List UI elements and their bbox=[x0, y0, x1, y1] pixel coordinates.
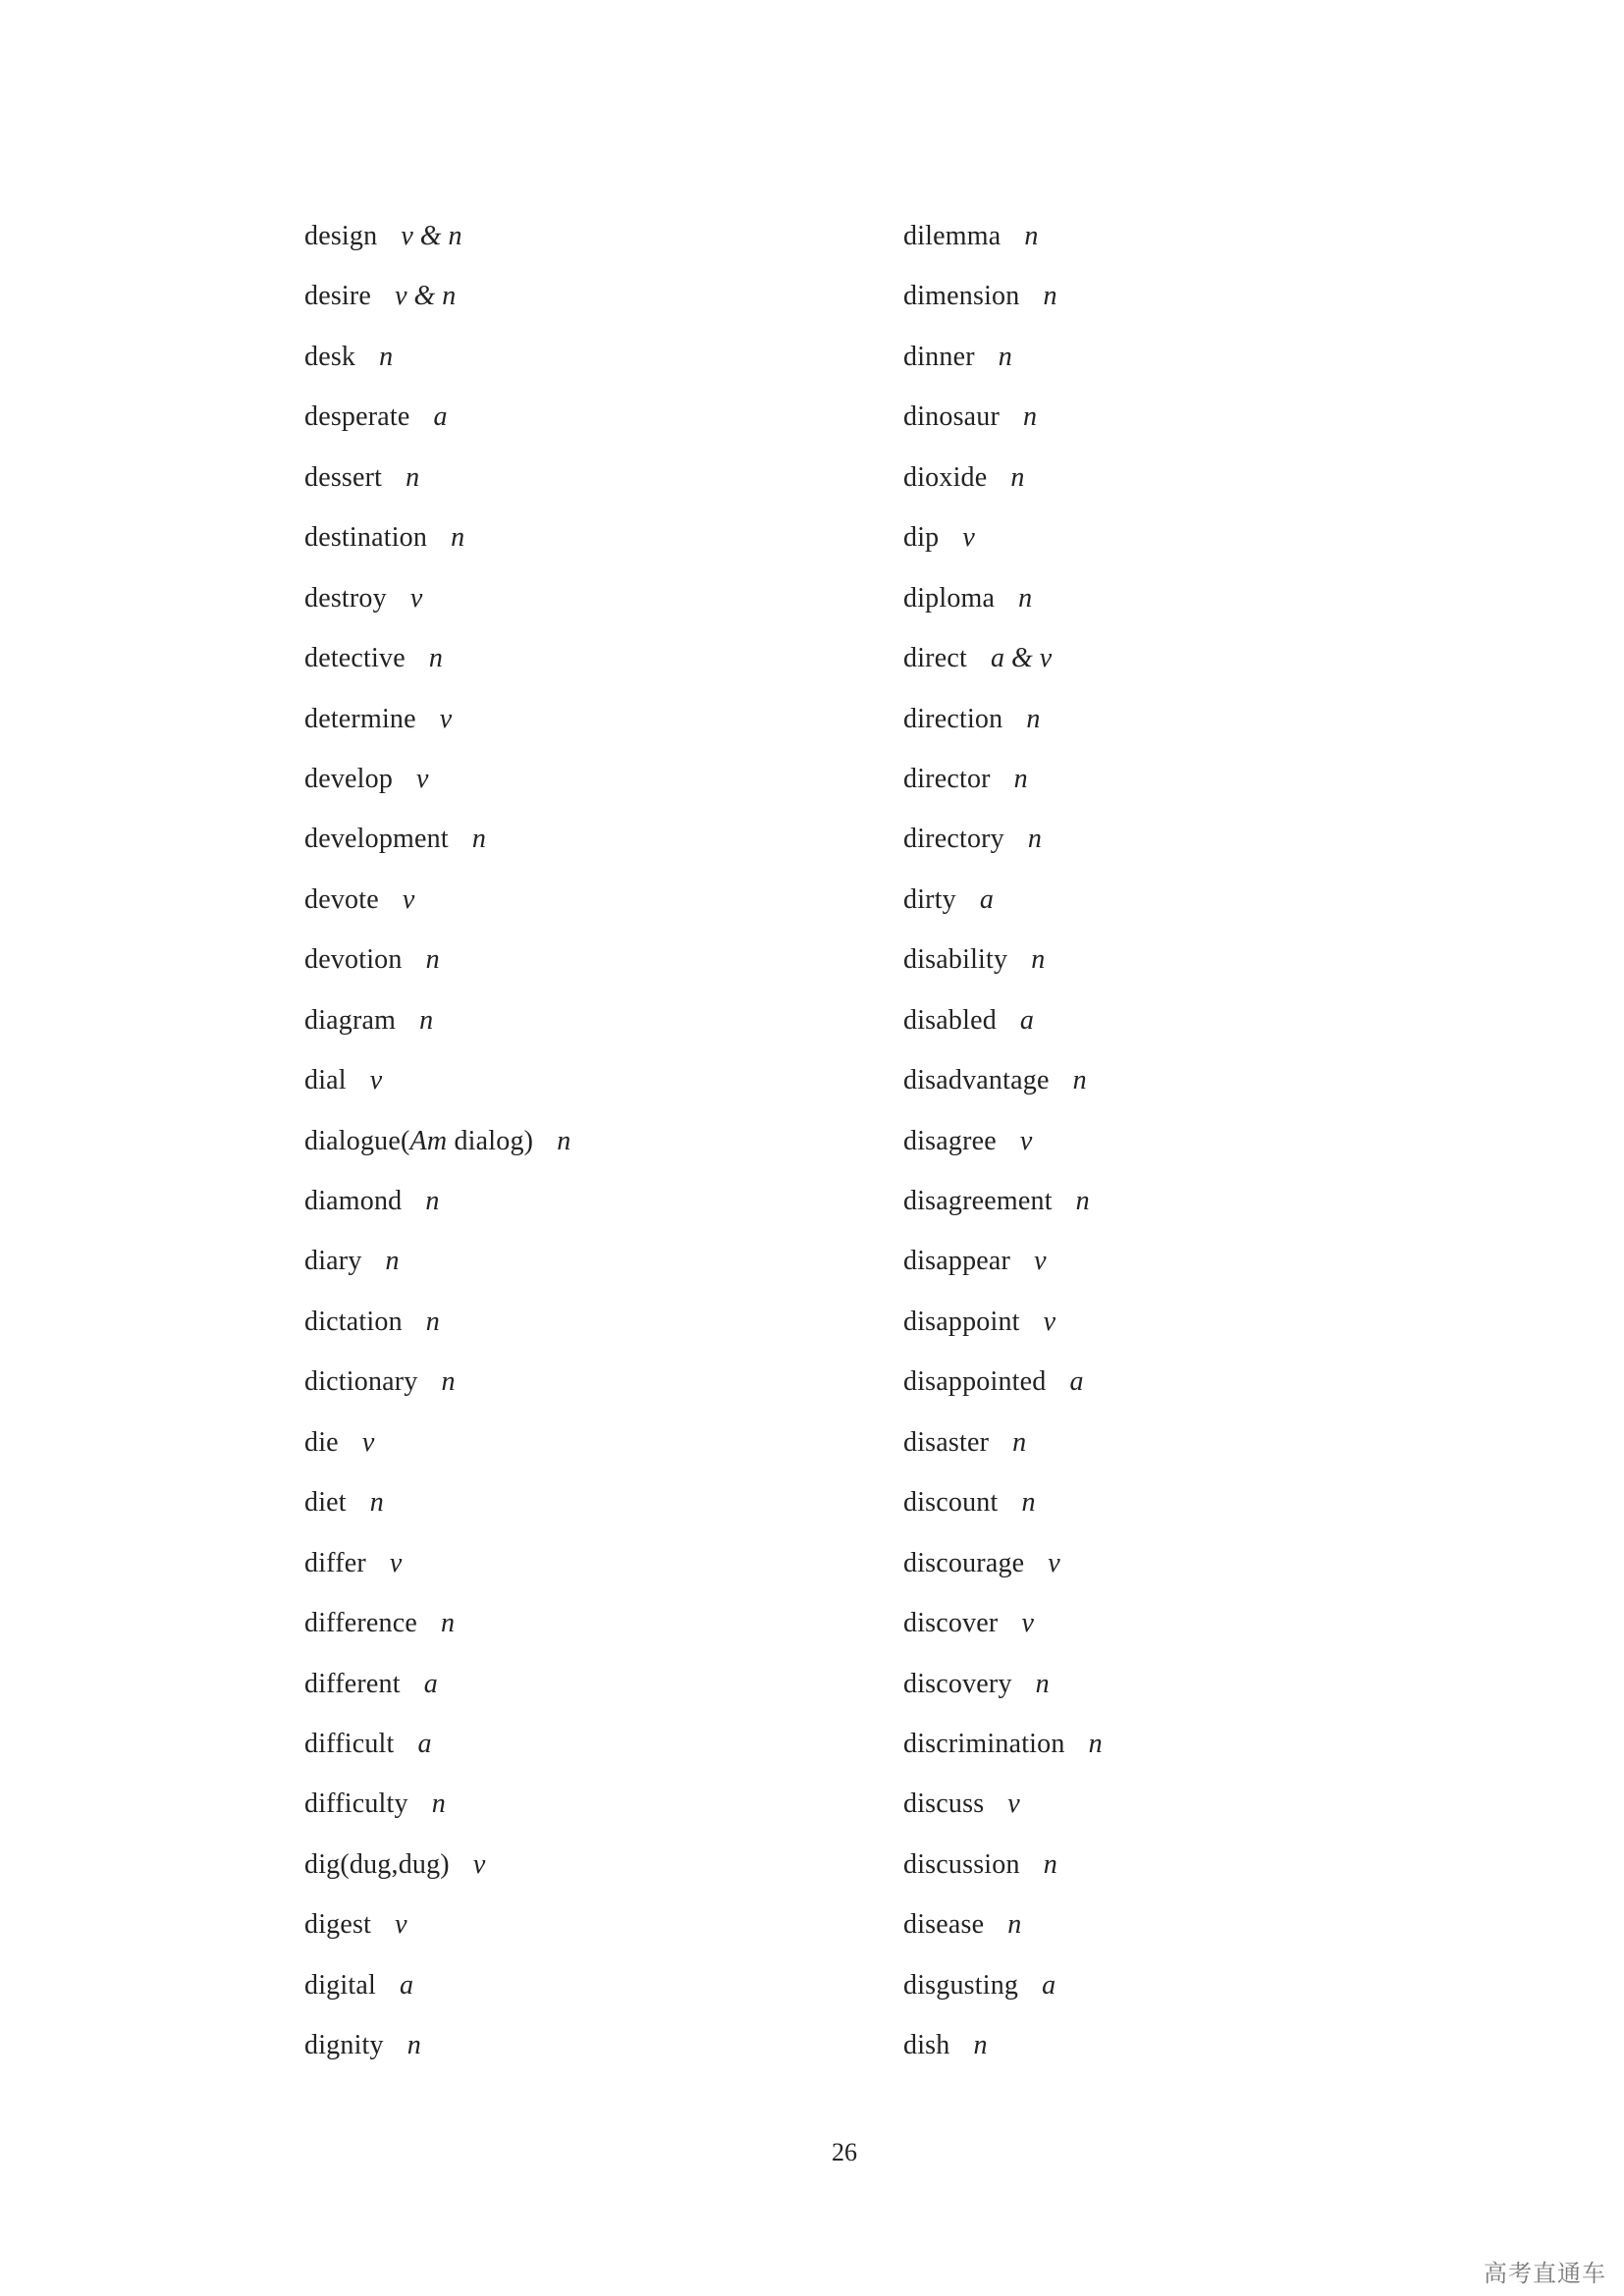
entry-part-of-speech: n bbox=[406, 2030, 421, 2061]
entry-part-of-speech: n bbox=[428, 643, 443, 674]
vocabulary-entry bbox=[304, 576, 570, 636]
entry-part-of-speech: n bbox=[1012, 1426, 1027, 1458]
vocabulary-entry bbox=[903, 998, 1103, 1058]
entry-word: dial bbox=[304, 1065, 347, 1096]
vocabulary-entry bbox=[903, 515, 1103, 575]
entry-part-of-speech: v bbox=[1021, 1608, 1034, 1639]
vocabulary-entry bbox=[304, 515, 570, 575]
entry-part-of-speech: n bbox=[1013, 763, 1028, 794]
vocabulary-entry bbox=[903, 455, 1103, 515]
entry-word: disadvantage bbox=[903, 1065, 1050, 1096]
entry-word: disappointed bbox=[903, 1366, 1047, 1398]
vocabulary-entry bbox=[304, 1179, 570, 1239]
entry-part-of-speech: n bbox=[973, 2030, 988, 2061]
vocabulary-entry bbox=[903, 817, 1103, 877]
entry-word: desire bbox=[304, 281, 372, 312]
watermark-text: 高考直通车 bbox=[1484, 2260, 1606, 2287]
vocabulary-entry bbox=[304, 1480, 570, 1540]
entry-part-of-speech: n bbox=[1010, 461, 1025, 493]
vocabulary-entry bbox=[903, 697, 1103, 757]
vocabulary-entry bbox=[903, 1058, 1103, 1118]
vocabulary-entry bbox=[903, 214, 1103, 274]
entry-part-of-speech: n bbox=[1088, 1728, 1103, 1759]
entry-word: dictionary bbox=[304, 1366, 418, 1398]
vocabulary-entry bbox=[304, 1300, 570, 1360]
vocabulary-entry bbox=[304, 757, 570, 817]
entry-part-of-speech: n bbox=[471, 824, 486, 855]
entry-word: desk bbox=[304, 341, 356, 372]
vocabulary-entry bbox=[304, 2023, 570, 2083]
entry-word: discrimination bbox=[903, 1728, 1065, 1759]
american-variant-label: Am bbox=[409, 1125, 448, 1156]
entry-part-of-speech: n bbox=[440, 1608, 455, 1639]
entry-part-of-speech: n bbox=[1021, 1487, 1036, 1519]
entry-word: difficulty bbox=[304, 1789, 408, 1820]
entry-word: differ bbox=[304, 1547, 366, 1578]
entry-word: dialogue(Am dialog) bbox=[304, 1125, 534, 1156]
entry-word: destination bbox=[304, 522, 428, 554]
entry-part-of-speech: a bbox=[1042, 1969, 1056, 2001]
vocabulary-entry bbox=[903, 1601, 1103, 1661]
vocabulary-entry bbox=[304, 697, 570, 757]
entry-part-of-speech: v bbox=[472, 1848, 486, 1880]
vocabulary-entry bbox=[304, 1842, 570, 1902]
entry-part-of-speech: n bbox=[369, 1487, 384, 1519]
vocabulary-entry bbox=[903, 1963, 1103, 2023]
vocabulary-entry bbox=[903, 1360, 1103, 1419]
entry-word: dioxide bbox=[903, 461, 988, 493]
entry-word: diagram bbox=[304, 1004, 397, 1036]
entry-word: disappoint bbox=[903, 1306, 1020, 1337]
entry-part-of-speech: a bbox=[417, 1728, 432, 1759]
entry-word: diet bbox=[304, 1487, 347, 1519]
entry-word: devote bbox=[304, 883, 379, 915]
entry-word: disabled bbox=[903, 1004, 997, 1036]
entry-part-of-speech: n bbox=[1023, 401, 1038, 433]
entry-word: detective bbox=[304, 643, 406, 674]
entry-word: difficult bbox=[304, 1728, 395, 1759]
entry-word: dignity bbox=[304, 2030, 384, 2061]
vocabulary-entry bbox=[903, 335, 1103, 395]
entry-word: disagree bbox=[903, 1125, 997, 1156]
entry-part-of-speech: n bbox=[1024, 221, 1039, 251]
vocabulary-entry bbox=[903, 576, 1103, 636]
entry-word: dish bbox=[903, 2030, 950, 2061]
entry-word: different bbox=[304, 1668, 401, 1699]
entry-word: desperate bbox=[304, 401, 410, 433]
entry-part-of-speech: v & n bbox=[395, 281, 457, 312]
entry-word: dip bbox=[903, 522, 940, 554]
entry-word: digital bbox=[304, 1969, 376, 2001]
vocabulary-entry bbox=[903, 1782, 1103, 1842]
entry-part-of-speech: n bbox=[379, 341, 394, 372]
vocabulary-entry bbox=[304, 878, 570, 937]
entry-part-of-speech: v bbox=[1048, 1547, 1060, 1578]
entry-word: diploma bbox=[903, 582, 996, 614]
vocabulary-entry bbox=[304, 817, 570, 877]
entry-part-of-speech: v bbox=[416, 763, 429, 794]
entry-word: directory bbox=[903, 824, 1004, 855]
entry-word: disagreement bbox=[903, 1186, 1053, 1216]
entry-part-of-speech: v bbox=[962, 522, 975, 554]
entry-part-of-speech: v bbox=[402, 883, 415, 915]
entry-word: dictation bbox=[304, 1306, 403, 1337]
entry-word: diamond bbox=[304, 1186, 403, 1216]
entry-part-of-speech: v bbox=[389, 1547, 403, 1578]
vocabulary-entry bbox=[304, 274, 570, 334]
entry-part-of-speech: n bbox=[1043, 1848, 1057, 1880]
vocabulary-entry bbox=[304, 1360, 570, 1419]
entry-part-of-speech: n bbox=[425, 944, 440, 976]
vocabulary-entry bbox=[903, 1239, 1103, 1299]
vocabulary-entry bbox=[304, 1963, 570, 2023]
entry-word: determine bbox=[304, 703, 416, 734]
vocabulary-entry bbox=[903, 1300, 1103, 1360]
entry-word: develop bbox=[304, 763, 394, 794]
entry-part-of-speech: a bbox=[1019, 1004, 1034, 1036]
vocabulary-entry bbox=[304, 1119, 570, 1179]
entry-word: discover bbox=[903, 1608, 999, 1639]
entry-part-of-speech: a & v bbox=[990, 643, 1053, 674]
vocabulary-entry bbox=[304, 1902, 570, 1962]
entry-word: dinner bbox=[903, 341, 975, 372]
vocabulary-entry bbox=[304, 1541, 570, 1601]
vocabulary-entry bbox=[304, 1420, 570, 1480]
vocabulary-entry bbox=[304, 395, 570, 454]
entry-word: devotion bbox=[304, 944, 403, 976]
entry-part-of-speech: a bbox=[433, 401, 448, 433]
entry-part-of-speech: n bbox=[1072, 1065, 1087, 1096]
entry-part-of-speech: v bbox=[1034, 1246, 1047, 1277]
vocabulary-entry bbox=[903, 937, 1103, 997]
vocabulary-entry bbox=[304, 455, 570, 515]
vocabulary-column-right bbox=[903, 214, 1103, 2084]
entry-word: development bbox=[304, 824, 449, 855]
entry-part-of-speech: v bbox=[1007, 1789, 1020, 1820]
entry-word: diary bbox=[304, 1246, 362, 1277]
entry-word: die bbox=[304, 1426, 339, 1458]
page-number: 26 bbox=[832, 2138, 857, 2166]
vocabulary-entry bbox=[304, 1601, 570, 1661]
entry-word: disappear bbox=[903, 1246, 1011, 1277]
vocabulary-entry bbox=[903, 1420, 1103, 1480]
entry-word: destroy bbox=[304, 582, 387, 614]
entry-part-of-speech: v bbox=[439, 703, 453, 734]
entry-word: digest bbox=[304, 1909, 372, 1941]
entry-part-of-speech: v bbox=[1019, 1125, 1033, 1156]
entry-word: dilemma bbox=[903, 221, 1001, 251]
entry-part-of-speech: v bbox=[361, 1426, 375, 1458]
entry-part-of-speech: n bbox=[557, 1125, 571, 1156]
vocabulary-entry bbox=[903, 878, 1103, 937]
entry-word: discourage bbox=[903, 1547, 1025, 1578]
entry-part-of-speech: n bbox=[385, 1246, 400, 1277]
vocabulary-entry bbox=[304, 1722, 570, 1782]
vocabulary-entry bbox=[903, 395, 1103, 454]
vocabulary-entry bbox=[903, 1541, 1103, 1601]
entry-word: dimension bbox=[903, 281, 1020, 312]
entry-word: director bbox=[903, 763, 991, 794]
entry-word: dinosaur bbox=[903, 401, 1001, 433]
entry-word: dig(dug,dug) bbox=[304, 1848, 450, 1880]
entry-word: discovery bbox=[903, 1668, 1012, 1699]
vocabulary-entry bbox=[304, 1662, 570, 1722]
vocabulary-column-left bbox=[304, 214, 570, 2084]
entry-part-of-speech: n bbox=[419, 1004, 434, 1036]
vocabulary-entry bbox=[304, 214, 570, 274]
entry-part-of-speech: n bbox=[1027, 824, 1042, 855]
entry-word: direction bbox=[903, 703, 1003, 734]
entry-word: discount bbox=[903, 1487, 999, 1519]
entry-word: dirty bbox=[903, 883, 956, 915]
vocabulary-entry bbox=[903, 1480, 1103, 1540]
entry-part-of-speech: n bbox=[1035, 1668, 1050, 1699]
entry-word: disease bbox=[903, 1909, 985, 1941]
entry-part-of-speech: a bbox=[979, 883, 994, 915]
entry-part-of-speech: n bbox=[451, 522, 465, 554]
entry-word: direct bbox=[903, 643, 967, 674]
entry-part-of-speech: v bbox=[369, 1065, 383, 1096]
entry-part-of-speech: a bbox=[399, 1969, 413, 2001]
entry-part-of-speech: n bbox=[1043, 281, 1057, 312]
entry-part-of-speech: v bbox=[409, 582, 423, 614]
entry-part-of-speech: v & n bbox=[401, 221, 462, 251]
vocabulary-entry bbox=[304, 937, 570, 997]
entry-part-of-speech: n bbox=[425, 1186, 440, 1216]
entry-word: discuss bbox=[903, 1789, 985, 1820]
vocabulary-entry bbox=[903, 1179, 1103, 1239]
entry-part-of-speech: n bbox=[1026, 703, 1041, 734]
entry-word: design bbox=[304, 221, 378, 251]
vocabulary-entry bbox=[304, 1782, 570, 1842]
vocabulary-entry bbox=[903, 757, 1103, 817]
entry-part-of-speech: n bbox=[425, 1306, 440, 1337]
entry-part-of-speech: a bbox=[423, 1668, 438, 1699]
entry-part-of-speech: n bbox=[431, 1789, 446, 1820]
vocabulary-entry bbox=[903, 1119, 1103, 1179]
vocabulary-entry bbox=[903, 1722, 1103, 1782]
entry-word: disaster bbox=[903, 1426, 990, 1458]
entry-part-of-speech: n bbox=[1075, 1186, 1090, 1216]
entry-word: disgusting bbox=[903, 1969, 1019, 2001]
entry-word: disability bbox=[903, 944, 1008, 976]
entry-part-of-speech: v bbox=[395, 1909, 407, 1941]
entry-part-of-speech: n bbox=[406, 461, 420, 493]
vocabulary-entry bbox=[903, 274, 1103, 334]
entry-word: dessert bbox=[304, 461, 383, 493]
entry-part-of-speech: n bbox=[998, 341, 1012, 372]
entry-word: difference bbox=[304, 1608, 417, 1639]
entry-word: discussion bbox=[903, 1848, 1020, 1880]
vocabulary-entry bbox=[903, 2023, 1103, 2083]
entry-part-of-speech: n bbox=[1007, 1909, 1022, 1941]
entry-part-of-speech: n bbox=[1031, 944, 1046, 976]
vocabulary-entry bbox=[304, 998, 570, 1058]
entry-part-of-speech: n bbox=[441, 1366, 456, 1398]
entry-part-of-speech: v bbox=[1043, 1306, 1056, 1337]
entry-part-of-speech: a bbox=[1069, 1366, 1084, 1398]
vocabulary-entry bbox=[304, 1058, 570, 1118]
vocabulary-entry bbox=[903, 1662, 1103, 1722]
vocabulary-entry bbox=[903, 636, 1103, 696]
vocabulary-entry bbox=[304, 636, 570, 696]
vocabulary-entry bbox=[903, 1902, 1103, 1962]
vocabulary-entry bbox=[304, 1239, 570, 1299]
vocabulary-entry bbox=[903, 1842, 1103, 1902]
vocabulary-entry bbox=[304, 335, 570, 395]
entry-part-of-speech: n bbox=[1018, 582, 1033, 614]
